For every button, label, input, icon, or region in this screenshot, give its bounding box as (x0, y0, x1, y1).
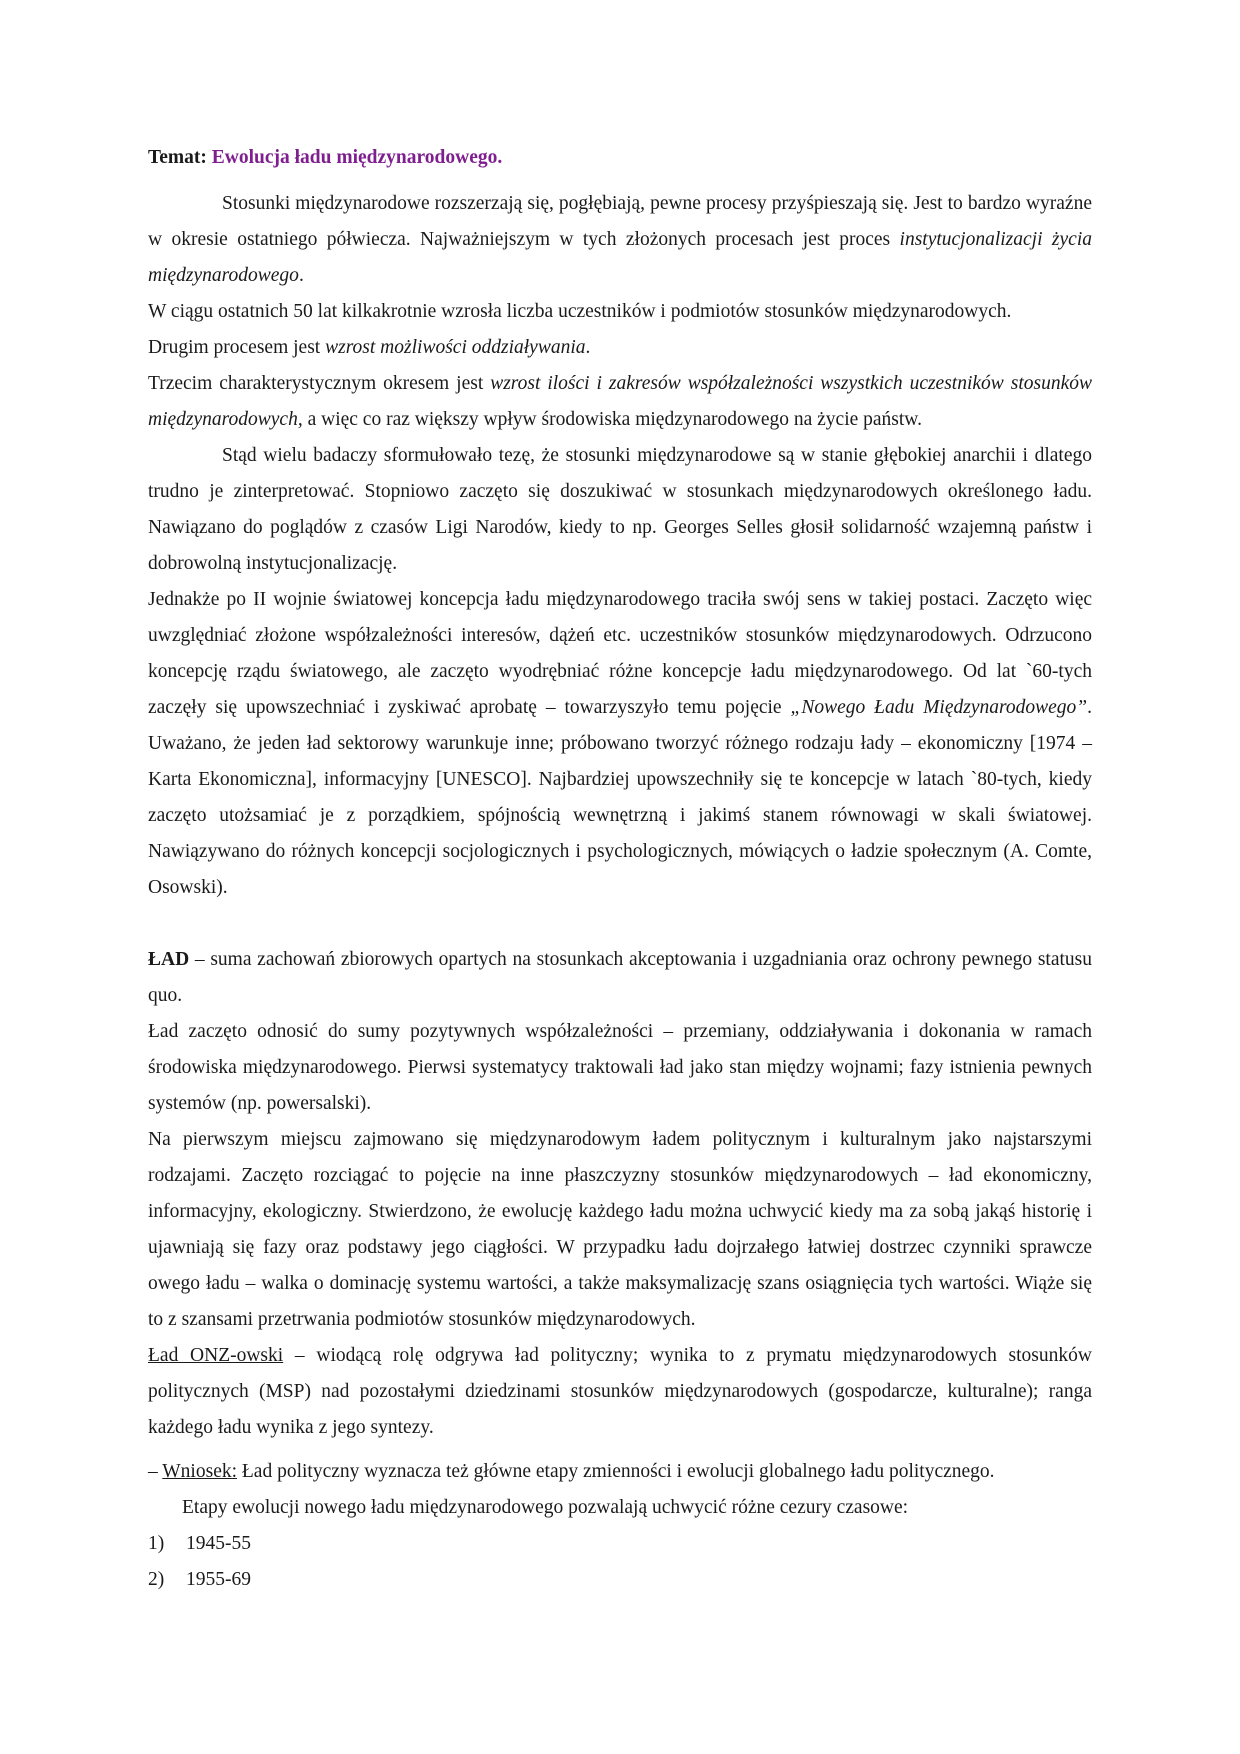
conclusion-label: Wniosek: (162, 1461, 238, 1482)
stages-list (148, 1526, 1092, 1598)
paragraph-1 (148, 186, 1092, 294)
list-item (148, 1526, 1092, 1562)
paragraph-3-end: . (585, 337, 591, 358)
onz-term: Ład ONZ-owski (148, 1345, 284, 1366)
paragraph-9: Na pierwszym miejscu zajmowano się międzynarodowym ładem politycznym i kulturalnym jako najstarszymi rodzajami. Zaczęto rozciągać to pojęcie na inne płaszczyzny stosunków międzynarodowych – ład ekonomiczny, informacyjny, ekologiczny. Stwierdzono, że ewolucję każdego ładu można uchwycić kiedy ma za sobą jakąś historię i ujawniają się fazy oraz podstawy jego ciągłości. W przypadku ładu dojrzałego łatwiej dostrzec czynniki sprawcze owego ładu – walka o dominację systemu wartości, a także maksymalizację szans osiągnięcia tych wartości. Wiąże się to z szansami przetrwania podmiotów stosunków międzynarodowych. (148, 1129, 1092, 1330)
list-item-number: 1) (148, 1533, 165, 1554)
title-text: Ewolucja ładu międzynarodowego. (211, 147, 503, 168)
definition-text: – suma zachowań zbiorowych opartych na stosunkach akceptowania i uzgadniania oraz ochrony pewnego statusu quo. (148, 949, 1092, 1006)
conclusion-text: Ład polityczny wyznacza też główne etapy zmienności i ewolucji globalnego ładu politycznego. (237, 1461, 995, 1482)
paragraph-6-emphasis: „Nowego Ładu Międzynarodowego” (790, 697, 1088, 718)
title-label: Temat: (148, 147, 207, 168)
paragraph-6-text: Jednakże po II wojnie światowej koncepcja ładu międzynarodowego traciła swój sens w takiej postaci. Zaczęto więc uwzględniać złożone współzależności interesów, dążeń etc. uczestników stosunków międzynarodowych. Odrzucono koncepcję rządu światowego, ale zaczęto wyodrębniać różne koncepcje ładu międzynarodowego. Od lat `60-tych zaczęły się upowszechniać i zyskiwać aprobatę – towarzyszyło temu pojęcie (148, 589, 1092, 718)
conclusion-dash: – (148, 1461, 163, 1482)
spacer (148, 906, 1092, 942)
page-title (148, 140, 1092, 176)
paragraph-5: Stąd wielu badaczy sformułowało tezę, że stosunki międzynarodowe są w stanie głębokiej anarchii i dlatego trudno je zinterpretować. Stopniowo zaczęto się doszukiwać w stosunkach międzynarodowych określonego ładu. Nawiązano do poglądów z czasów Ligi Narodów, kiedy to np. Georges Selles głosił solidarność wzajemną państw i dobrowolną instytucjonalizację. (148, 445, 1092, 574)
paragraph-2: W ciągu ostatnich 50 lat kilkakrotnie wzrosła liczba uczestników i podmiotów stosunków międzynarodowych. (148, 301, 1012, 322)
definition-term: ŁAD (148, 949, 190, 970)
paragraph-3-text: Drugim procesem jest (148, 337, 326, 358)
definition-lad (148, 942, 1092, 1014)
paragraph-6 (148, 582, 1092, 906)
paragraph-4-end: a więc co raz większy wpływ środowiska międzynarodowego na życie państw. (302, 409, 922, 430)
stages-intro: Etapy ewolucji nowego ładu międzynarodowego pozwalają uchwycić różne cezury czasowe: (182, 1497, 909, 1518)
list-item-text: 1945-55 (186, 1533, 251, 1554)
paragraph-1-end: . (298, 265, 304, 286)
paragraph-1-text: Stosunki międzynarodowe rozszerzają się, pogłębiają, pewne procesy przyśpieszają się. Jest to bardzo wyraźne w okresie ostatniego półwiecza. Najważniejszym w tych złożonych procesach jest proces (148, 193, 1092, 250)
list-item-number: 2) (148, 1569, 165, 1590)
paragraph-3-emphasis: wzrost możliwości oddziaływania (325, 337, 586, 358)
document-body (148, 140, 1092, 1598)
paragraph-4 (148, 366, 1092, 438)
paragraph-4-text: Trzecim charakterystycznym okresem jest (148, 373, 491, 394)
paragraph-8: Ład zaczęto odnosić do sumy pozytywnych współzależności – przemiany, oddziaływania i dokonania w ramach środowiska międzynarodowego. Pierwsi systematycy traktowali ład jako stan między wojnami; fazy istnienia pewnych systemów (np. powersalski). (148, 1021, 1092, 1114)
paragraph-3 (148, 330, 1092, 366)
paragraph-4-emphasis: wzrost ilości i zakresów współzależności wszystkich uczestników stosunków międzynarodowych, (148, 373, 1092, 430)
paragraph-1-emphasis: instytucjonalizacji życia międzynarodowego (148, 229, 1092, 286)
conclusion (148, 1454, 1092, 1490)
paragraph-6-end: . Uważano, że jeden ład sektorowy warunkuje inne; próbowano tworzyć różnego rodzaju łady – ekonomiczny [1974 – Karta Ekonomiczna], informacyjny [UNESCO]. Najbardziej upowszechniły się te koncepcje w latach `80-tych, kiedy zaczęto utożsamiać je z porządkiem, spójnością wewnętrzną i jakimś stanem równowagi w skali światowej. Nawiązywano do różnych koncepcji socjologicznych i psychologicznych, mówiących o ładzie społecznym (A. Comte, Osowski). (148, 697, 1092, 898)
list-item-text: 1955-69 (186, 1569, 251, 1590)
paragraph-10 (148, 1338, 1092, 1446)
onz-text: – wiodącą rolę odgrywa ład polityczny; wynika to z prymatu międzynarodowych stosunków politycznych (MSP) nad pozostałymi dziedzinami stosunków międzynarodowych (gospodarcze, kulturalne); ranga każdego ładu wynika z jego syntezy. (148, 1345, 1092, 1438)
list-item (148, 1562, 1092, 1598)
